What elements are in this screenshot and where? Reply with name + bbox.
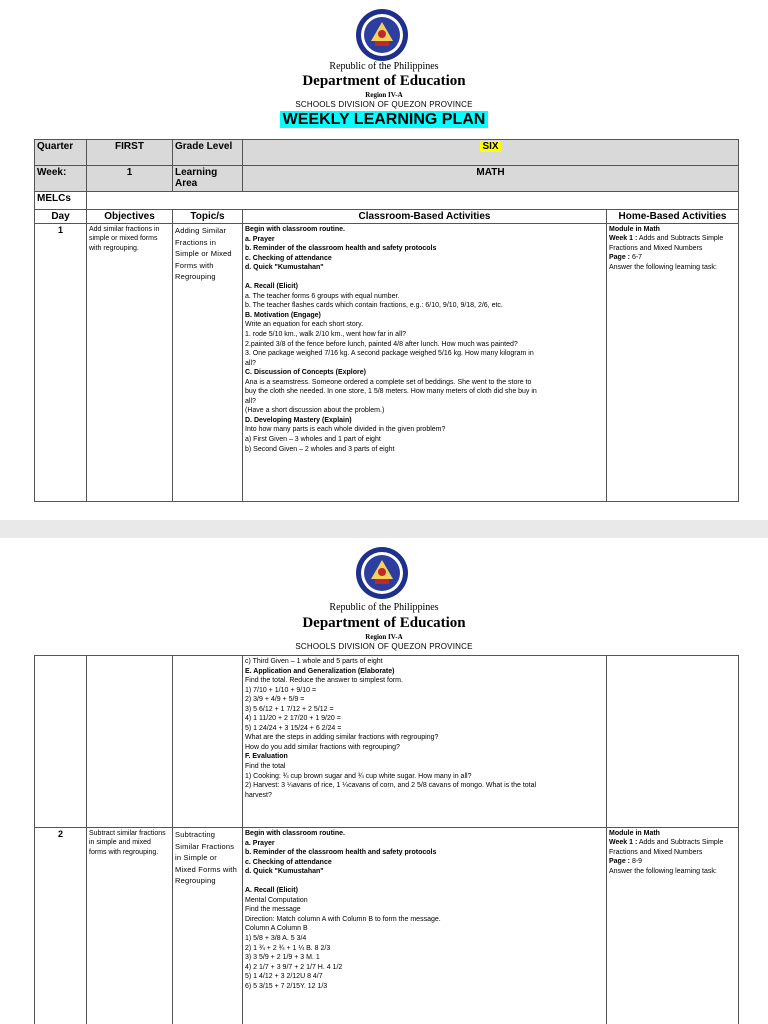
topic-cell: Subtracting Similar Fractions in Simple or Mixed Forms with Regrouping (173, 828, 243, 1024)
activity-line: b) Second Given – 2 wholes and 3 parts of eight (245, 445, 395, 453)
activity-line: Find the total (245, 763, 286, 771)
activity-heading: Begin with classroom routine. (245, 226, 345, 233)
col-header-topics: Topic/s (173, 210, 243, 224)
activity-heading: B. Motivation (Engage) (245, 311, 321, 319)
deped-seal-logo (355, 8, 409, 62)
activity-line: Direction: Match column A with Column B to form the message. (245, 915, 441, 923)
topic-cell: Adding Similar Fractions in Simple or Mixed Forms with Regrouping (173, 224, 243, 502)
activity-line: all? (245, 359, 256, 367)
division-text: SCHOOLS DIVISION OF QUEZON PROVINCE (295, 642, 473, 651)
activity-line: 1. rode 5/10 km., walk 2/10 km., went how far in all? (245, 330, 407, 338)
objectives-cell: Add similar fractions in simple or mixed forms with regrouping. (87, 224, 173, 502)
activity-heading: a. Prayer (245, 235, 275, 243)
activity-line: a. The teacher forms 6 groups with equal number. (245, 292, 400, 300)
quarter-label: Quarter (35, 140, 87, 166)
activity-line: 5) 1 4/12 + 3 2/12U 8 4/7 (245, 973, 323, 981)
learning-area-value: MATH (243, 166, 739, 192)
activity-line (245, 273, 604, 283)
grade-level-label: Grade Level (173, 140, 243, 166)
activity-line: buy the cloth she needed. In one store, 1 5/8 meters. How many meters of cloth did she buy in (245, 388, 537, 396)
col-header-classroom-activities: Classroom-Based Activities (243, 210, 607, 224)
activity-line: 2) 1 ¾ + 2 ¾ + 1 ¼ B. 8 2/3 (245, 944, 331, 952)
activity-line: 2) Harvest: 3 ¼avans of rice, 1 ¼cavans of corn, and 2 5/8 cavans of mongo. What is the total (245, 782, 537, 790)
activity-heading: A. Recall (Elicit) (245, 283, 298, 291)
home-activities-cell (607, 828, 739, 1024)
activity-line: 2) 3/9 + 4/9 + 5/9 = (245, 696, 305, 704)
plan-table-page-2 (34, 655, 739, 1024)
day-number: 1 (35, 224, 87, 502)
table-row-day-1-continued (35, 656, 739, 828)
week-description: Adds and Subtracts Simple Fractions and Mixed Numbers (609, 235, 724, 252)
objectives-cell: Subtract similar fractions in simple and mixed forms with regrouping. (87, 828, 173, 1024)
activity-line: What are the steps in adding similar fractions with regrouping? (245, 734, 439, 742)
activity-line: c) Third Given – 1 whole and 5 parts of eight (245, 658, 383, 665)
activity-line: (Have a short discussion about the problem.) (245, 407, 385, 415)
activity-line: Into how many parts is each whole divided in the given problem? (245, 426, 446, 434)
activity-line: 3) 5 6/12 + 1 7/12 + 2 5/12 = (245, 705, 334, 713)
activity-line: Find the message (245, 906, 301, 914)
activity-heading: D. Developing Mastery (Explain) (245, 416, 352, 424)
activity-line: 4) 1 11/20 + 2 17/20 + 1 9/20 = (245, 715, 341, 723)
day-number: 2 (35, 828, 87, 1024)
activity-heading: b. Reminder of the classroom health and safety protocols (245, 849, 437, 857)
activity-heading: d. Quick "Kumustahan" (245, 264, 324, 272)
activity-heading: C. Discussion of Concepts (Explore) (245, 369, 366, 377)
activity-line: 1) 7/10 + 1/10 + 9/10 = (245, 686, 317, 694)
answer-instruction: Answer the following learning task: (609, 263, 717, 271)
activity-heading: c. Checking of attendance (245, 254, 332, 262)
activity-line: How do you add similar fractions with regrouping? (245, 743, 400, 751)
week-description: Adds and Subtracts Simple Fractions and Mixed Numbers (609, 839, 724, 856)
activity-heading: b. Reminder of the classroom health and safety protocols (245, 245, 437, 253)
division-text: SCHOOLS DIVISION OF QUEZON PROVINCE (295, 100, 473, 109)
module-title: Module in Math (609, 830, 660, 837)
region-text: Region IV-A (365, 633, 403, 641)
activity-line: 6) 5 3/15 + 7 2/15Y. 12 1/3 (245, 982, 328, 990)
activity-line: Ana is a seamstress. Someone ordered a complete set of beddings. She went to the store to (245, 378, 532, 386)
quarter-value: FIRST (87, 140, 173, 166)
week-bold: Week 1 : (609, 235, 638, 243)
table-row-day-1 (35, 224, 739, 502)
activity-line: b. The teacher flashes cards which contain fractions, e.g.: 6/10, 9/10, 9/18, 2/6, etc. (245, 302, 503, 310)
republic-text: Republic of the Philippines (329, 61, 439, 72)
activity-line: Mental Computation (245, 896, 308, 904)
classroom-activities-cell (243, 656, 607, 828)
activity-heading: a. Prayer (245, 839, 275, 847)
page-range: 8-9 (630, 858, 643, 866)
activity-line: 1) Cooking: ¾ cup brown sugar and ¾ cup white sugar. How many in all? (245, 772, 472, 780)
activity-heading: c. Checking of attendance (245, 858, 332, 866)
melcs-label: MELCs (35, 192, 87, 210)
activity-line: 5) 1 24/24 + 3 15/24 + 6 2/24 = (245, 724, 342, 732)
module-title: Module in Math (609, 226, 660, 233)
activity-line: a) First Given – 3 wholes and 1 part of eight (245, 435, 381, 443)
classroom-activities-cell (243, 828, 607, 1024)
activity-line: 4) 2 1/7 + 3 9/7 + 2 1/7 H. 4 1/2 (245, 963, 343, 971)
week-label: Week: (35, 166, 87, 192)
activity-line: Write an equation for each short story. (245, 321, 364, 329)
department-title: Department of Education (302, 73, 466, 89)
page-bold: Page : (609, 254, 631, 262)
activity-line: Column A Column B (245, 925, 308, 933)
activity-heading: d. Quick "Kumustahan" (245, 868, 324, 876)
page-range: 6-7 (630, 254, 643, 262)
col-header-day: Day (35, 210, 87, 224)
activity-heading: E. Application and Generalization (Elaborate) (245, 667, 395, 675)
deped-seal-logo (355, 546, 409, 600)
activity-line: Find the total. Reduce the answer to simplest form. (245, 677, 403, 685)
answer-instruction: Answer the following learning task: (609, 867, 717, 875)
page-2 (0, 538, 768, 1024)
col-header-home-activities: Home-Based Activities (607, 210, 739, 224)
plan-table-page-1 (34, 139, 739, 502)
activity-line: 3. One package weighed 7/16 kg. A second package weighed 5/16 kg. How many kilogram in (245, 350, 534, 358)
col-header-objectives: Objectives (87, 210, 173, 224)
table-row-day-2 (35, 828, 739, 1024)
week-value: 1 (87, 166, 173, 192)
activity-heading: Begin with classroom routine. (245, 830, 345, 837)
activity-heading: A. Recall (Elicit) (245, 887, 298, 895)
week-bold: Week 1 : (609, 839, 638, 847)
activity-line (245, 877, 604, 887)
department-title: Department of Education (302, 615, 466, 631)
activity-line: 1) 5/8 + 3/8 A. 5 3/4 (245, 934, 307, 942)
learning-area-label: Learning Area (173, 166, 243, 192)
activity-line: 3) 3 5/9 + 2 1/9 + 3 M. 1 (245, 954, 320, 962)
republic-text: Republic of the Philippines (329, 602, 439, 613)
activity-line: all? (245, 397, 256, 405)
melcs-value (87, 192, 739, 210)
activity-line: harvest? (245, 791, 272, 799)
classroom-activities-cell (243, 224, 607, 502)
region-text: Region IV-A (365, 91, 403, 99)
page-bold: Page : (609, 858, 631, 866)
activity-line: 2.painted 3/8 of the fence before lunch, painted 4/8 after lunch. How much was painted? (245, 340, 518, 348)
grade-level-value: SIX (482, 141, 499, 152)
home-activities-cell (607, 224, 739, 502)
weekly-learning-plan-title: WEEKLY LEARNING PLAN (280, 111, 489, 128)
activity-heading: F. Evaluation (245, 753, 288, 761)
